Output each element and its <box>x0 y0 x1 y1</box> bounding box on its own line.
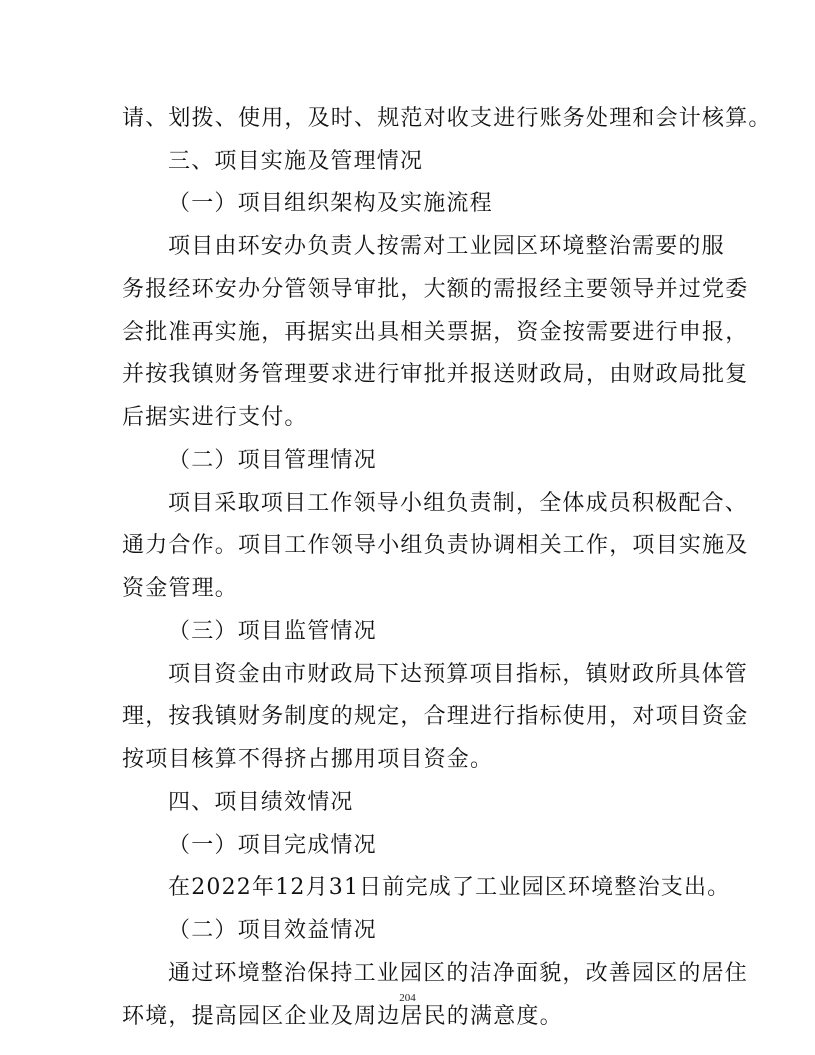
subsection-heading: （二）项目管理情况 <box>168 448 377 473</box>
subsection-heading: （一）项目完成情况 <box>168 833 377 858</box>
subsection-heading: （三）项目监管情况 <box>168 619 377 644</box>
body-text-line: 理，按我镇财务制度的规定，合理进行指标使用，对项目资金 <box>122 704 749 729</box>
subsection-heading: （一）项目组织架构及实施流程 <box>168 191 493 216</box>
body-text-line: 项目资金由市财政局下达预算项目指标，镇财政所具体管 <box>168 662 749 687</box>
body-text-line: 项目由环安办负责人按需对工业园区环境整治需要的服 <box>168 234 725 259</box>
body-text-line: 请、划拨、使用，及时、规范对收支进行账务处理和会计核算。 <box>122 106 772 131</box>
body-text-line: 项目采取项目工作领导小组负责制，全体成员积极配合、 <box>168 491 749 516</box>
body-text-line: 在2022年12月31日前完成了工业园区环境整治支出。 <box>168 875 731 900</box>
body-text-line: 环境，提高园区企业及周边居民的满意度。 <box>122 1004 563 1029</box>
page-number: 204 <box>399 992 416 1004</box>
section-heading: 四、项目绩效情况 <box>168 790 354 815</box>
section-heading: 三、项目实施及管理情况 <box>168 149 424 174</box>
body-text-line: 后据实进行支付。 <box>122 405 308 430</box>
body-text-line: 会批准再实施，再据实出具相关票据，资金按需要进行申报， <box>122 320 749 345</box>
subsection-heading: （二）项目效益情况 <box>168 918 377 943</box>
body-text-line: 资金管理。 <box>122 576 239 601</box>
body-text-line: 按项目核算不得挤占挪用项目资金。 <box>122 747 494 772</box>
body-text-line: 并按我镇财务管理要求进行审批并报送财政局，由财政局批复 <box>122 362 749 387</box>
body-text-line: 通过环境整治保持工业园区的洁净面貌，改善园区的居住 <box>168 961 749 986</box>
body-text-line: 务报经环安办分管领导审批，大额的需报经主要领导并过党委 <box>122 277 749 302</box>
body-text-line: 通力合作。项目工作领导小组负责协调相关工作，项目实施及 <box>122 533 749 558</box>
